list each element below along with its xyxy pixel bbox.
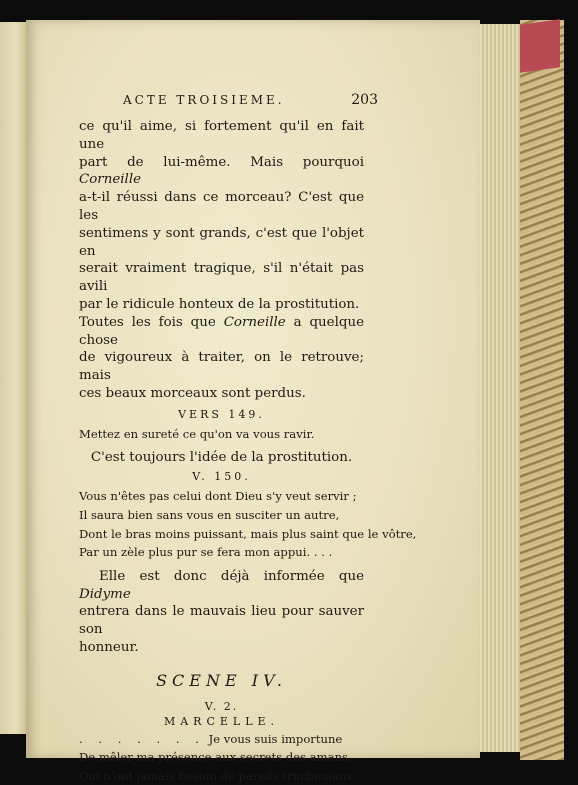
line: ce qu'il aime, si fortement qu'il en fait une	[79, 119, 364, 152]
running-header	[123, 92, 378, 108]
commentary-paragraph	[79, 118, 364, 403]
line: honneur.	[79, 639, 139, 655]
author-name: Corneille	[79, 172, 142, 188]
cover-corner	[520, 19, 560, 73]
line: entrera dans le mauvais lieu pour sauver son	[79, 604, 364, 638]
verse-line: Qui n'ont jamais besoin de pareils truchemans.	[79, 768, 356, 783]
scene-heading: SCENE IV.	[156, 670, 287, 690]
running-title: ACTE TROISIEME.	[123, 93, 285, 107]
verse-line: Dont le bras moins puissant, mais plus saint que le vôtre,	[79, 526, 417, 541]
line: sentimens y sont grands, c'est que l'objet en	[79, 225, 364, 259]
page-block-edges	[480, 24, 522, 752]
verse-quote	[79, 487, 417, 561]
book-cover-edge	[520, 20, 564, 760]
verse-heading: V. 150.	[192, 470, 251, 484]
line: ces beaux morceaux sont perdus.	[79, 385, 306, 401]
page-text	[79, 92, 417, 785]
line: serait vraiment tragique, s'il n'était pas avili	[79, 261, 364, 295]
line: a-t-il réussi dans ce morceau? C'est que les	[79, 190, 364, 223]
character-name: MARCELLE.	[163, 714, 280, 728]
character-name: Didyme	[79, 586, 131, 602]
verse-comment	[79, 568, 364, 657]
line: par le ridicule honteux de la prostitution.	[79, 296, 360, 312]
left-page-edge	[0, 22, 27, 734]
verse-quote	[79, 730, 364, 785]
verse-line: . . . . . . . Je vous suis importune	[79, 731, 343, 746]
verse-line: De mêler ma présence aux secrets des amans,	[79, 750, 352, 765]
verse-quote: Mettez en sureté ce qu'on va vous ravir.	[79, 426, 315, 441]
verse-line: Vous n'êtes pas celui dont Dieu s'y veut servir ;	[79, 489, 357, 504]
line: part de lui-même. Mais pourquoi Corneille	[79, 154, 364, 188]
line: Elle est donc déjà informée que Didyme	[79, 568, 364, 602]
line: Toutes les fois que Corneille a quelque chose	[79, 314, 364, 348]
page-number: 203	[351, 92, 378, 108]
verse-heading: V. 2.	[204, 699, 239, 713]
verse-comment: C'est toujours l'idée de la prostitution.	[90, 450, 353, 466]
ellipsis: . . . . . . .	[79, 731, 205, 746]
verse-line: Par un zèle plus pur se fera mon appui. . . .	[79, 545, 333, 560]
line: de vigoureux à traiter, on le retrouve; mais	[79, 350, 364, 384]
author-name: Corneille	[223, 314, 286, 330]
verse-heading: VERS 149.	[178, 407, 265, 421]
verse-line: Il saura bien sans vous en susciter un autre,	[79, 507, 340, 522]
